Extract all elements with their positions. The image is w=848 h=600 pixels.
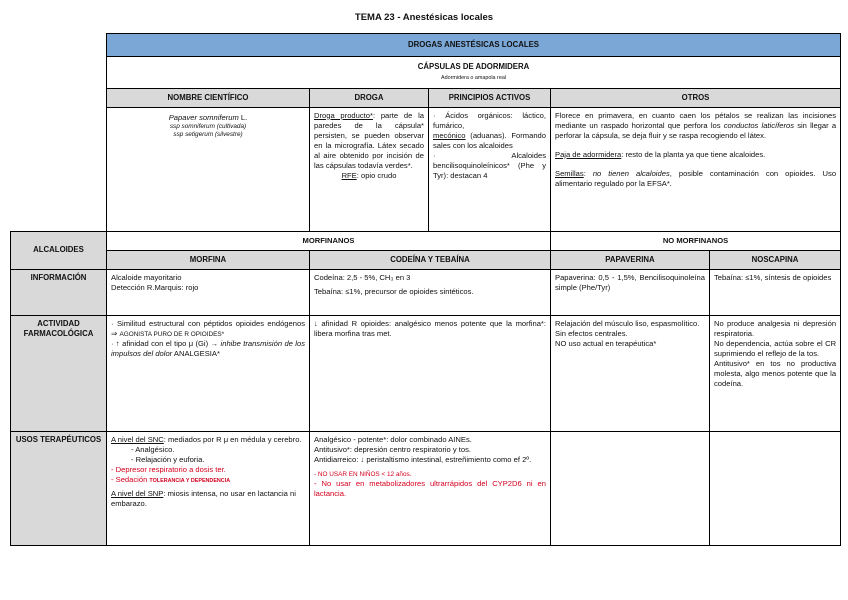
actividad-morfina: · Similitud estructural con péptidos opioides endógenos ⇒ AGONISTA PURO DE R OPIOIDES* · ↑ afinidad con el tipo μ (Gi) → inhibe transmisión de los impulsos del dolor ANALGESIA* <box>107 315 310 431</box>
group-morfinanos: MORFINANOS <box>107 231 551 250</box>
rfe-label: RFE <box>341 170 357 180</box>
group-no-morfinanos: NO MORFINANOS <box>551 231 841 250</box>
cell-droga: Droga producto*: parte de la paredes de la cápsula* persisten, se pueden observar en la micrografía. Látex secado al aire obtenido por incisión de las cápsulas todavía verdes*. RFE: opio crudo <box>310 107 429 231</box>
row-label-informacion: INFORMACIÓN <box>11 269 107 315</box>
actividad-papaverina: Relajación del músculo liso, espasmolítico. Sin efectos centrales. NO uso actual en terapéutica* <box>551 315 710 431</box>
species-name: Papaver somniferum <box>168 112 239 122</box>
cell-otros: Florece en primavera, en cuanto caen los pétalos se realizan las incisiones mediante un raspado horizontal que perfora los conductos laticíferos sin llegar a perforar la cápsula, se deja fluir y se raspa recogiendo el látex. Paja de adormidera: resto de la planta ya que tiene alcaloides. Semillas: no tienen alcaloides, posible contaminación con opioides. Uso alimentario regulado por la EFSA*. <box>551 107 841 231</box>
row-label-actividad: ACTIVIDAD FARMACOLÓGICA <box>11 315 107 431</box>
subspecies-2: ssp setigerum (silvestre) <box>173 131 243 139</box>
capsulas-title: CÁPSULAS DE ADORMIDERA <box>417 62 530 72</box>
subspecies-1: ssp somniferum (cultivada) <box>169 122 247 130</box>
usos-morfina: A nivel del SNC: mediados por R μ en médula y cerebro. - Analgésico. - Relajación y euforia. - Depresor respiratorio a dosis ter. - Sedación TOLERANCIA Y DEPENDENCIA A nivel del SNP: miosis intensa, no usar en lactancia ni embarazo. <box>107 431 310 545</box>
col-papaverina: PAPAVERINA <box>551 250 710 269</box>
cell-principios: · Ácidos orgánicos: láctico, fumárico, mecónico (aduanas). Formando sales con los alcaloides · Alcaloides bencilisoquinoleínicos* (Phe y Tyr): destacan 4 <box>429 107 551 231</box>
info-papaverina: Papaverina: 0,5 - 1,5%, Bencilisoquinoleína simple (Phe/Tyr) <box>551 269 710 315</box>
capsulas-subtitle: Adormidera o amapola real <box>441 74 507 81</box>
col-morfina: MORFINA <box>107 250 310 269</box>
row-label-usos: USOS TERAPÉUTICOS <box>11 431 107 545</box>
header-droga: DROGA <box>310 88 429 107</box>
table-banner: DROGAS ANESTÉSICAS LOCALES <box>107 34 841 57</box>
capsulas-header <box>107 57 841 88</box>
header-principios: PRINCIPIOS ACTIVOS <box>429 88 551 107</box>
row-label-alcaloides: ALCALOIDES <box>11 231 107 269</box>
droga-term: Droga producto* <box>314 110 373 120</box>
header-nombre: NOMBRE CIENTÍFICO <box>107 88 310 107</box>
col-codeina: CODEÍNA Y TEBAÍNA <box>310 250 551 269</box>
actividad-codeina: ↓ afinidad R opioides: analgésico menos potente que la morfina*: libera morfina tras met. <box>310 315 551 431</box>
page-title: TEMA 23 - Anestésicas locales <box>354 12 494 23</box>
actividad-noscapina: No produce analgesia ni depresión respiratoria. No dependencia, actúa sobre el CR suprimiendo el reflejo de la tos. Antitusivo* en tos no productiva molesta, algo menos potente que la codeína. <box>710 315 841 431</box>
usos-codeina: Analgésico - potente*: dolor combinado AINEs. Antitusivo*: depresión centro respiratorio y tos. Antidiarreico: ↓ peristaltismo intestinal, estreñimiento como ef 2º. - NO USAR EN NIÑOS < 12 años. - No usar en metabolizadores ultrarrápidos del CYP2D6 ni en lactancia. <box>310 431 551 545</box>
info-noscapina: Tebaína: ≤1%, síntesis de opioides <box>710 269 841 315</box>
usos-noscapina <box>710 431 841 545</box>
usos-papaverina <box>551 431 710 545</box>
col-noscapina: NOSCAPINA <box>710 250 841 269</box>
info-morfina: Alcaloide mayoritario Detección R.Marquis: rojo <box>107 269 310 315</box>
cell-nombre: Papaver somniferum L. ssp somniferum (cultivada) ssp setigerum (silvestre) <box>107 107 310 231</box>
drug-table <box>10 33 841 546</box>
header-otros: OTROS <box>551 88 841 107</box>
info-codeina: Codeína: 2,5 - 5%, CH₃ en 3 Tebaína: ≤1%, precursor de opioides sintéticos. <box>310 269 551 315</box>
